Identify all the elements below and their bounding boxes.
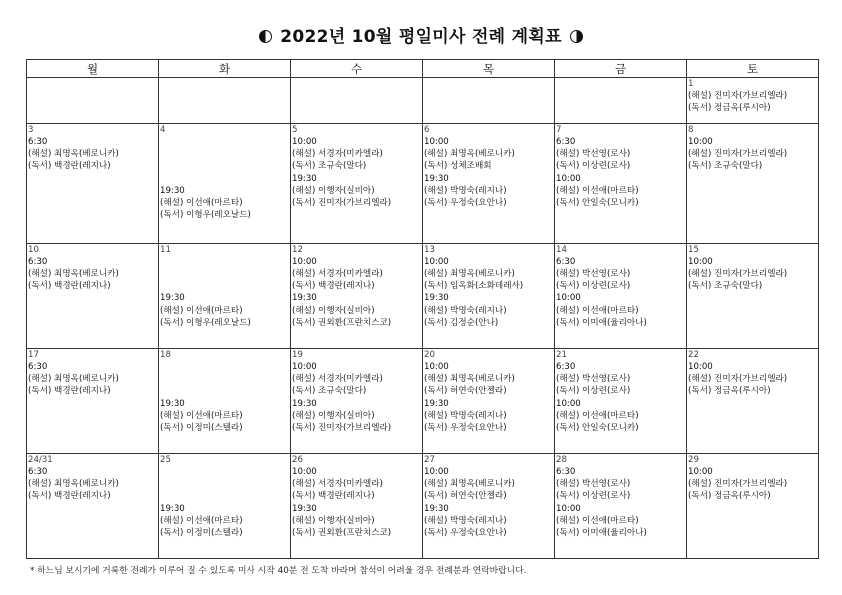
assignment-line: (해설) 박명숙(레지나) <box>424 305 507 316</box>
weekday-header: 금 <box>555 60 687 78</box>
assignment-line: (독서) 이정미(스텔라) <box>160 528 243 539</box>
assignment-line: (독서) 정금옥(루시아) <box>688 491 771 502</box>
assignment-line: (해설) 최명옥(베로니카) <box>28 269 119 280</box>
weekday-header: 목 <box>423 60 555 78</box>
assignment-line: 10:00 <box>292 361 317 372</box>
assignment-line: (해설) 이선애(마르타) <box>556 185 639 196</box>
assignment-line: (독서) 정금옥(루시아) <box>688 103 771 114</box>
assignment-line <box>160 136 290 148</box>
title-text: 2022년 10월 평일미사 전례 계획표 <box>280 27 562 47</box>
day-number: 7 <box>556 124 562 135</box>
assignment-line: (해설) 서경자(미카엘라) <box>292 479 383 490</box>
day-cell <box>555 123 687 243</box>
day-cell <box>159 243 291 348</box>
day-number: 26 <box>292 454 303 465</box>
day-cell <box>291 123 423 243</box>
assignment-line: (독서) 조규숙(말다) <box>688 161 763 172</box>
weekday-header: 수 <box>291 60 423 78</box>
day-cell <box>423 243 555 348</box>
day-number: 22 <box>688 349 699 360</box>
assignment-line: 6:30 <box>556 136 576 147</box>
day-cell <box>159 348 291 453</box>
assignment-line: (해설) 진미자(가브리엘라) <box>688 149 788 160</box>
day-cell <box>687 348 819 453</box>
assignment-line: (독서) 이상련(로사) <box>556 386 631 397</box>
assignment-line: (독서) 권외환(프란치스코) <box>292 528 392 539</box>
assignment-line: (해설) 최명옥(베로니카) <box>28 374 119 385</box>
assignment-line: (독서) 허연숙(안젤라) <box>424 491 507 502</box>
assignment-line: (해설) 이선애(마르타) <box>160 410 243 421</box>
assignment-line: 10:00 <box>292 467 317 478</box>
assignment-line: 10:00 <box>688 361 713 372</box>
weekday-header-row <box>27 60 819 78</box>
assignment-line: (해설) 최명옥(베로니카) <box>424 374 515 385</box>
assignment-line <box>160 385 290 397</box>
assignment-line: (독서) 백경란(레지나) <box>28 386 111 397</box>
day-number: 17 <box>28 349 39 360</box>
assignment-line <box>160 280 290 292</box>
assignment-line: (해설) 이선애(마르타) <box>556 305 639 316</box>
assignment-line: (해설) 이선애(마르타) <box>556 515 639 526</box>
assignment-line <box>160 490 290 502</box>
assignment-line: 19:30 <box>292 398 317 409</box>
assignment-line: 19:30 <box>424 503 449 514</box>
day-cell <box>27 78 159 124</box>
assignment-line: (해설) 최명옥(베로니카) <box>424 269 515 280</box>
day-cell <box>687 123 819 243</box>
assignment-line: (해설) 박명숙(레지나) <box>424 515 507 526</box>
week-row <box>27 453 819 558</box>
weekday-header: 월 <box>27 60 159 78</box>
assignment-line: (독서) 조규숙(말다) <box>292 161 367 172</box>
assignment-line <box>160 148 290 160</box>
assignment-line: (독서) 안일숙(모니카) <box>556 197 639 208</box>
assignment-line: 10:00 <box>424 361 449 372</box>
assignment-line: 19:30 <box>160 503 185 514</box>
day-number: 27 <box>424 454 435 465</box>
weekday-header: 토 <box>687 60 819 78</box>
assignment-line: (해설) 서경자(미카엘라) <box>292 149 383 160</box>
assignment-line: (독서) 우정숙(요안나) <box>424 528 507 539</box>
day-number: 13 <box>424 244 435 255</box>
day-cell <box>27 123 159 243</box>
assignment-line: (독서) 진미자(가브리엘라) <box>292 197 392 208</box>
assignment-line <box>160 268 290 280</box>
assignment-line: (독서) 우정숙(요안나) <box>424 422 507 433</box>
assignment-line: 10:00 <box>292 256 317 267</box>
day-cell <box>291 243 423 348</box>
day-number: 20 <box>424 349 435 360</box>
assignment-line: 6:30 <box>28 361 48 372</box>
assignment-line: (해설) 이선애(마르타) <box>160 197 243 208</box>
day-number: 15 <box>688 244 699 255</box>
weekday-header: 화 <box>159 60 291 78</box>
day-number: 19 <box>292 349 303 360</box>
assignment-line: (해설) 박선영(로사) <box>556 479 631 490</box>
assignment-line: 6:30 <box>556 256 576 267</box>
assignment-line: (해설) 이선애(마르타) <box>556 410 639 421</box>
assignment-line: 19:30 <box>292 503 317 514</box>
day-number: 5 <box>292 124 298 135</box>
assignment-line: (독서) 임옥화(소화데레사) <box>424 281 524 292</box>
assignment-line: (독서) 김정순(안나) <box>424 317 499 328</box>
day-cell <box>159 453 291 558</box>
day-cell <box>687 78 819 124</box>
assignment-line: 6:30 <box>556 467 576 478</box>
day-number: 18 <box>160 349 171 360</box>
assignment-line <box>160 256 290 268</box>
half-circle-right-icon <box>570 30 583 43</box>
day-number: 8 <box>688 124 694 135</box>
assignment-line: (독서) 이상련(로사) <box>556 161 631 172</box>
page-title <box>0 22 842 47</box>
day-number: 1 <box>688 79 694 89</box>
week-row <box>27 123 819 243</box>
day-cell <box>687 453 819 558</box>
assignment-line: 19:30 <box>160 293 185 304</box>
day-cell <box>291 78 423 124</box>
day-cell <box>555 453 687 558</box>
day-cell <box>159 78 291 124</box>
assignment-line: 6:30 <box>28 256 48 267</box>
week-row <box>27 243 819 348</box>
day-cell <box>423 123 555 243</box>
assignment-line: (독서) 우정숙(요안나) <box>424 197 507 208</box>
assignment-line: (독서) 이형우(레오날드) <box>160 317 251 328</box>
day-number: 28 <box>556 454 567 465</box>
assignment-line: (해설) 서경자(미카엘라) <box>292 374 383 385</box>
assignment-line: 19:30 <box>292 293 317 304</box>
assignment-line: (독서) 이형우(레오날드) <box>160 210 251 221</box>
assignment-line: (해설) 이행자(실비아) <box>292 185 375 196</box>
assignment-line: 19:30 <box>160 398 185 409</box>
assignment-line: 10:00 <box>556 503 581 514</box>
day-cell <box>423 453 555 558</box>
assignment-line <box>160 160 290 172</box>
half-circle-left-icon <box>259 30 272 43</box>
assignment-line: 10:00 <box>424 467 449 478</box>
day-number: 14 <box>556 244 567 255</box>
assignment-line: (해설) 박선영(로사) <box>556 374 631 385</box>
assignment-line: (독서) 이상련(로사) <box>556 491 631 502</box>
day-cell <box>555 243 687 348</box>
day-number: 3 <box>28 124 34 135</box>
day-number: 4 <box>160 124 166 135</box>
assignment-line: (해설) 최명옥(베로니카) <box>28 479 119 490</box>
day-number: 10 <box>28 244 39 255</box>
assignment-line: (해설) 박선영(로사) <box>556 269 631 280</box>
day-cell <box>27 348 159 453</box>
assignment-line: 19:30 <box>424 293 449 304</box>
assignment-line: (독서) 이정미(스텔라) <box>160 422 243 433</box>
assignment-line: (해설) 이선애(마르타) <box>160 515 243 526</box>
assignment-line: 10:00 <box>688 256 713 267</box>
assignment-line: (독서) 허연숙(안젤라) <box>424 386 507 397</box>
assignment-line: (해설) 진미자(가브리엘라) <box>688 374 788 385</box>
day-cell <box>555 78 687 124</box>
assignment-line: 19:30 <box>424 173 449 184</box>
assignment-line: (해설) 최명옥(베로니카) <box>28 149 119 160</box>
day-cell <box>27 453 159 558</box>
assignment-line: (독서) 백경란(레지나) <box>28 161 111 172</box>
day-number: 25 <box>160 454 171 465</box>
assignment-line: (해설) 최명옥(베로니카) <box>424 149 515 160</box>
assignment-line: 10:00 <box>556 398 581 409</box>
assignment-line: 6:30 <box>28 467 48 478</box>
assignment-line: 10:00 <box>688 467 713 478</box>
assignment-line <box>160 373 290 385</box>
assignment-line: (해설) 최명옥(베로니카) <box>424 479 515 490</box>
day-cell <box>291 453 423 558</box>
calendar-table <box>26 59 819 559</box>
assignment-line: (해설) 진미자(가브리엘라) <box>688 91 788 102</box>
assignment-line: (해설) 진미자(가브리엘라) <box>688 479 788 490</box>
assignment-line: (독서) 조규숙(말다) <box>688 281 763 292</box>
assignment-line: 19:30 <box>160 185 185 196</box>
assignment-line <box>160 361 290 373</box>
day-number: 6 <box>424 124 430 135</box>
assignment-line: 19:30 <box>292 173 317 184</box>
day-cell <box>159 123 291 243</box>
day-number: 11 <box>160 244 171 255</box>
assignment-line: (독서) 권외환(프란치스코) <box>292 317 392 328</box>
assignment-line: 10:00 <box>424 136 449 147</box>
day-cell <box>687 243 819 348</box>
assignment-line: (해설) 박명숙(레지나) <box>424 185 507 196</box>
assignment-line: (독서) 이상련(로사) <box>556 281 631 292</box>
assignment-line: (독서) 안일숙(모니카) <box>556 422 639 433</box>
assignment-line: (해설) 이행자(실비아) <box>292 515 375 526</box>
assignment-line: (독서) 백경란(레지나) <box>292 281 375 292</box>
assignment-line: 10:00 <box>556 293 581 304</box>
week-row <box>27 348 819 453</box>
assignment-line: 10:00 <box>556 173 581 184</box>
assignment-line <box>160 466 290 478</box>
assignment-line: (해설) 이행자(실비아) <box>292 305 375 316</box>
assignment-line: (독서) 이미애(율리아나) <box>556 317 647 328</box>
assignment-line: (해설) 박선영(로사) <box>556 149 631 160</box>
week-row <box>27 78 819 124</box>
assignment-line: (해설) 이행자(실비아) <box>292 410 375 421</box>
assignment-line: (해설) 서경자(미카엘라) <box>292 269 383 280</box>
footer-note: * 하느님 보시기에 거룩한 전례가 이루어 질 수 있도록 미사 시작 40분 전 도착 바라며 참석이 어려울 경우 전례분과 연락바랍니다. <box>30 566 527 576</box>
assignment-line: (해설) 진미자(가브리엘라) <box>688 269 788 280</box>
assignment-line: (해설) 박명숙(레지나) <box>424 410 507 421</box>
day-cell <box>291 348 423 453</box>
day-cell <box>423 78 555 124</box>
day-cell <box>555 348 687 453</box>
calendar-body <box>27 78 819 559</box>
assignment-line: (독서) 조규숙(말다) <box>292 386 367 397</box>
assignment-line: 6:30 <box>556 361 576 372</box>
day-cell <box>423 348 555 453</box>
day-cell <box>27 243 159 348</box>
assignment-line: (독서) 백경란(레지나) <box>28 281 111 292</box>
day-number: 21 <box>556 349 567 360</box>
assignment-line <box>160 173 290 185</box>
assignment-line: 10:00 <box>688 136 713 147</box>
assignment-line: 6:30 <box>28 136 48 147</box>
assignment-line: (독서) 백경란(레지나) <box>292 491 375 502</box>
day-number: 24/31 <box>28 454 53 465</box>
assignment-line: 10:00 <box>292 136 317 147</box>
assignment-line: (독서) 백경란(레지나) <box>28 491 111 502</box>
assignment-line: (독서) 정금옥(루시아) <box>688 386 771 397</box>
assignment-line: 19:30 <box>424 398 449 409</box>
assignment-line: (해설) 이선애(마르타) <box>160 305 243 316</box>
assignment-line: 10:00 <box>424 256 449 267</box>
assignment-line: (독서) 진미자(가브리엘라) <box>292 422 392 433</box>
day-number: 12 <box>292 244 303 255</box>
assignment-line <box>160 478 290 490</box>
assignment-line: (독서) 이미애(율리아나) <box>556 528 647 539</box>
assignment-line: (독서) 성체조배회 <box>424 161 492 172</box>
day-number: 29 <box>688 454 699 465</box>
